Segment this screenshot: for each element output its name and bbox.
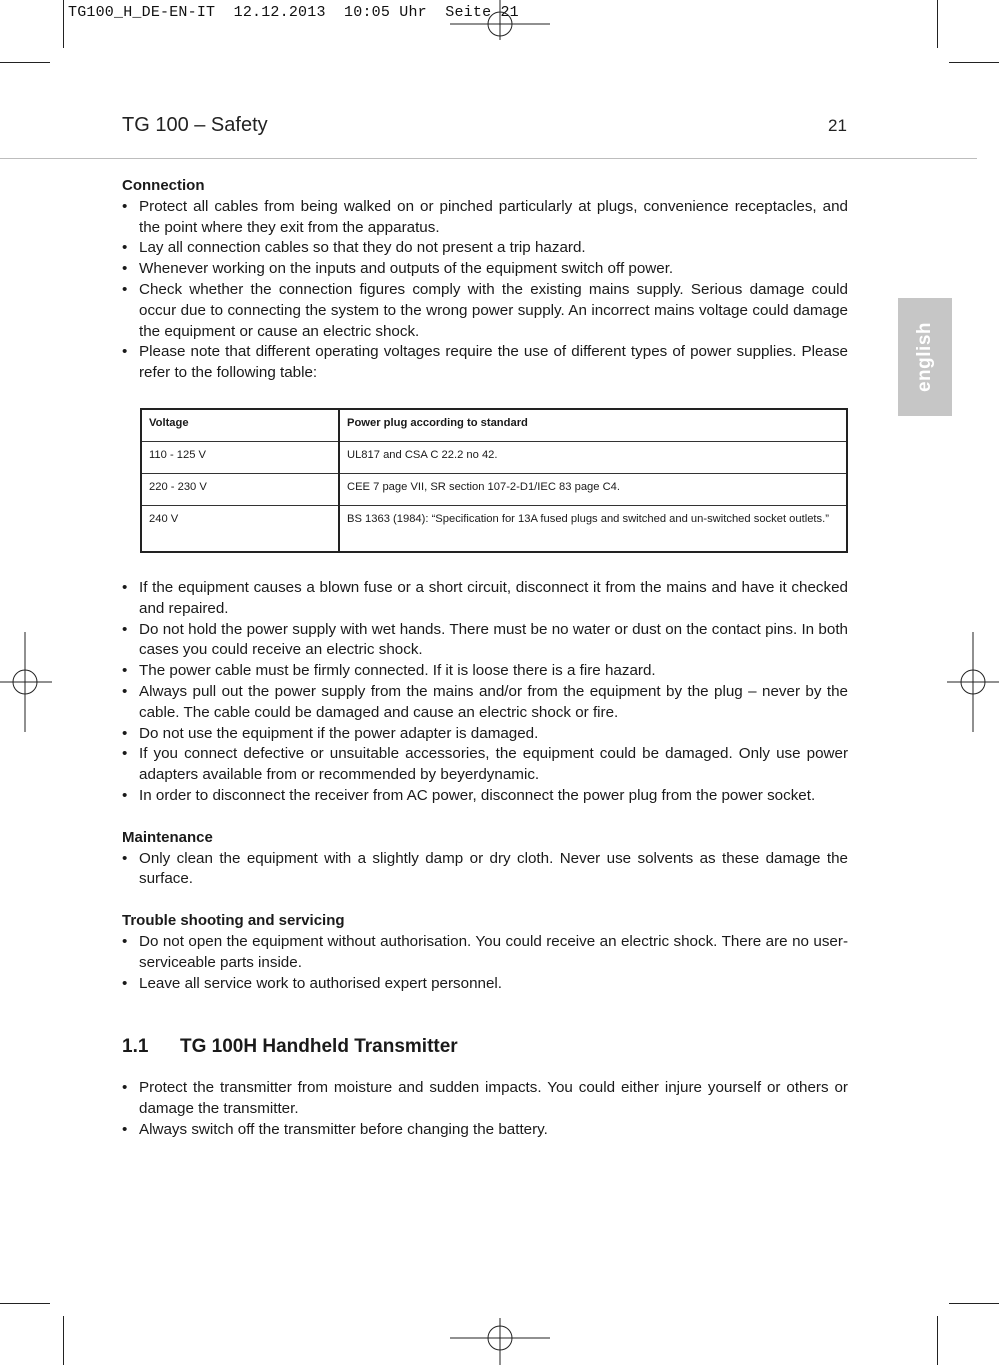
maintenance-heading: Maintenance xyxy=(122,828,213,846)
section-number: 1.1 xyxy=(122,1036,149,1058)
registration-mark-top xyxy=(450,0,550,40)
column-header-plug-standard: Power plug according to standard xyxy=(339,409,847,442)
troubleshooting-list xyxy=(122,932,848,994)
language-tab xyxy=(898,298,952,416)
section-heading-1-1 xyxy=(122,1037,848,1058)
list-item: • Lay all connection cables so that they do not present a trip hazard. xyxy=(122,238,848,259)
printer-slug: TG100_H_DE-EN-IT 12.12.2013 10:05 Uhr Seite 21 xyxy=(68,4,519,21)
list-item: • Please note that different operating voltages require the use of different types of power supplies. Please refer to the following table: xyxy=(122,342,848,384)
language-tab-label: english xyxy=(914,321,936,393)
connection-list-continued xyxy=(122,578,848,807)
troubleshooting-heading: Trouble shooting and servicing xyxy=(122,912,345,930)
page-content xyxy=(122,176,848,1141)
column-header-voltage: Voltage xyxy=(141,409,339,442)
registration-mark-left xyxy=(0,632,52,732)
list-item: • The power cable must be firmly connected. If it is loose there is a fire hazard. xyxy=(122,661,848,682)
table-cell: 220 - 230 V xyxy=(141,473,339,505)
table-header-row xyxy=(141,409,847,442)
list-item: • Always switch off the transmitter before changing the battery. xyxy=(122,1120,848,1141)
list-item: • If you connect defective or unsuitable accessories, the equipment could be damaged. Only use power adapters available from or recommended by beyerdynamic. xyxy=(122,744,848,786)
list-item: • If the equipment causes a blown fuse or a short circuit, disconnect it from the mains and have it checked and repaired. xyxy=(122,578,848,620)
list-item: • Whenever working on the inputs and outputs of the equipment switch off power. xyxy=(122,259,848,280)
section-title: TG 100H Handheld Transmitter xyxy=(180,1036,458,1058)
page-number: 21 xyxy=(828,116,847,135)
list-item: • Protect all cables from being walked on or pinched particularly at plugs, convenience receptacles, and the point where they exit from the apparatus. xyxy=(122,197,848,239)
transmitter-list xyxy=(122,1078,848,1140)
registration-mark-right xyxy=(947,632,999,732)
header-divider xyxy=(0,158,977,159)
table-row xyxy=(141,505,847,552)
list-item: • Only clean the equipment with a slightly damp or dry cloth. Never use solvents as these damage the surface. xyxy=(122,849,848,891)
table-row xyxy=(141,441,847,473)
table-cell: BS 1363 (1984): “Specification for 13A fused plugs and switched and un-switched socket outlets.” xyxy=(339,505,847,552)
table-cell: CEE 7 page VII, SR section 107-2-D1/IEC 83 page C4. xyxy=(339,473,847,505)
list-item: • Do not hold the power supply with wet hands. There must be no water or dust on the contact pins. In both cases you could receive an electric shock. xyxy=(122,620,848,662)
list-item: • Check whether the connection figures comply with the existing mains supply. Serious damage could occur due to connecting the system to the wrong power supply. An incorrect mains voltage could damage the equipment or cause an electric shock. xyxy=(122,280,848,342)
list-item: • Do not open the equipment without authorisation. You could receive an electric shock. There are no user-serviceable parts inside. xyxy=(122,932,848,974)
table-cell: 240 V xyxy=(141,505,339,552)
table-cell: UL817 and CSA C 22.2 no 42. xyxy=(339,441,847,473)
maintenance-list xyxy=(122,849,848,891)
connection-heading: Connection xyxy=(122,177,205,194)
connection-list xyxy=(122,197,848,384)
list-item: • Protect the transmitter from moisture and sudden impacts. You could either injure yourself or others or damage the transmitter. xyxy=(122,1078,848,1120)
list-item: • In order to disconnect the receiver from AC power, disconnect the power plug from the power socket. xyxy=(122,786,848,807)
table-cell: 110 - 125 V xyxy=(141,441,339,473)
list-item: • Always pull out the power supply from the mains and/or from the equipment by the plug – never by the cable. The cable could be damaged and cause an electric shock or fire. xyxy=(122,682,848,724)
list-item: • Do not use the equipment if the power adapter is damaged. xyxy=(122,724,848,745)
voltage-plug-table xyxy=(140,408,848,553)
page-header-title: TG 100 – Safety xyxy=(122,114,268,136)
registration-mark-bottom xyxy=(450,1318,550,1365)
table-row xyxy=(141,473,847,505)
list-item: • Leave all service work to authorised expert personnel. xyxy=(122,974,848,995)
